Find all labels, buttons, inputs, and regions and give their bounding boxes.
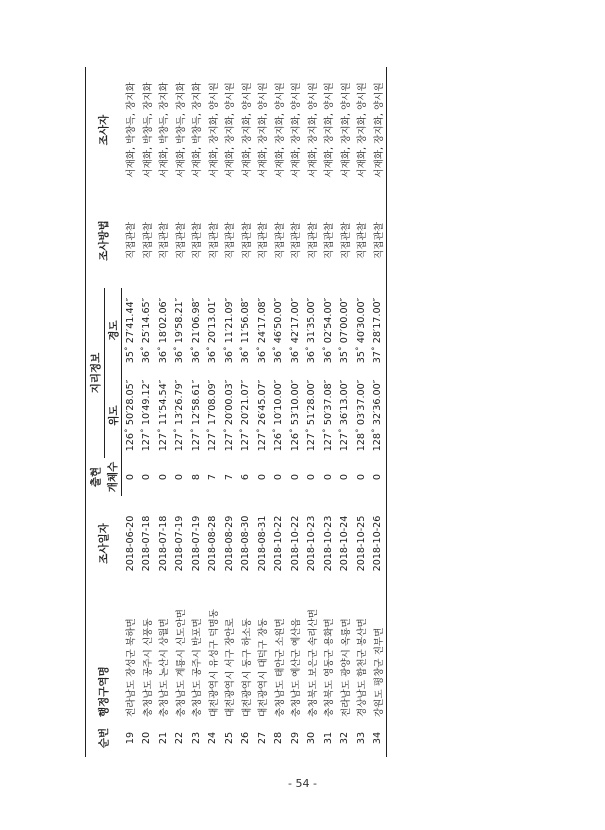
cell-region: 전라남도 광양시 옥룡면 bbox=[340, 618, 352, 717]
cell-surveyors: 서재화, 박창득, 장지화 bbox=[142, 82, 154, 178]
cell-lat: 127˚ 17′08.09″ bbox=[207, 379, 219, 452]
cell-method: 직접관찰 bbox=[225, 221, 237, 260]
cell-lon: 36˚ 42′17.00″ bbox=[289, 297, 301, 364]
cell-date: 2018-07-19 bbox=[190, 515, 202, 572]
cell-method: 직접관찰 bbox=[126, 221, 137, 260]
cell-count: 0 bbox=[322, 473, 334, 481]
cell-region: 충청남도 공주시 신풍동 bbox=[142, 618, 154, 717]
table-row bbox=[304, 67, 321, 757]
header-date: 조사일자 bbox=[98, 523, 111, 564]
table-row bbox=[287, 67, 304, 757]
cell-surveyors: 서재화, 박창득, 장지화 bbox=[192, 82, 204, 178]
table-row bbox=[188, 67, 205, 757]
cell-count: 0 bbox=[273, 473, 285, 481]
cell-lat: 127˚ 20′21.07″ bbox=[240, 379, 252, 452]
cell-lon: 36˚ 11′21.09″ bbox=[223, 297, 235, 364]
cell-lon: 36˚ 02′54.00″ bbox=[322, 297, 334, 364]
cell-lon: 36˚ 24′17.08″ bbox=[256, 297, 268, 364]
cell-date: 2018-10-23 bbox=[322, 515, 334, 572]
cell-seq: 28 bbox=[273, 731, 285, 745]
cell-surveyors: 서재화, 장지화, 양시원 bbox=[357, 82, 369, 178]
cell-lon: 36˚ 20′13.01″ bbox=[207, 297, 219, 364]
cell-region: 경상남도 합천군 봉산면 bbox=[357, 618, 369, 717]
cell-date: 2018-10-24 bbox=[339, 515, 351, 572]
header-geo: 지리정보 bbox=[86, 288, 105, 458]
cell-region: 충청북도 보은군 속리산면 bbox=[307, 608, 319, 717]
header-seq: 순번 bbox=[98, 727, 111, 749]
cell-date: 2018-06-20 bbox=[124, 515, 136, 572]
cell-seq: 20 bbox=[141, 731, 153, 745]
cell-date: 2018-10-22 bbox=[273, 515, 285, 572]
table-row bbox=[337, 67, 354, 757]
cell-date: 2018-10-26 bbox=[372, 515, 384, 572]
cell-seq: 27 bbox=[256, 731, 268, 745]
cell-lat: 126˚ 10′10.00″ bbox=[273, 379, 285, 452]
cell-region: 대전광역시 서구 장안로 bbox=[225, 618, 237, 717]
cell-lat: 127˚ 36′13.00″ bbox=[339, 379, 351, 452]
cell-count: 0 bbox=[306, 473, 318, 481]
cell-lon: 36˚ 18′02.06″ bbox=[157, 297, 169, 364]
cell-seq: 23 bbox=[190, 731, 202, 745]
cell-count: 0 bbox=[339, 473, 351, 481]
cell-method: 직접관찰 bbox=[142, 221, 154, 260]
cell-surveyors: 서재화, 장지화, 양시원 bbox=[307, 82, 319, 178]
cell-lat: 127˚ 13′26.79″ bbox=[174, 379, 186, 452]
cell-seq: 30 bbox=[306, 731, 318, 745]
cell-lat: 126˚ 53′10.00″ bbox=[289, 379, 301, 452]
cell-method: 직접관찰 bbox=[340, 221, 352, 260]
header-surveyors: 조사자 bbox=[98, 114, 111, 146]
cell-method: 직접관찰 bbox=[192, 221, 204, 260]
cell-seq: 26 bbox=[240, 731, 252, 745]
cell-seq: 34 bbox=[372, 731, 384, 745]
cell-count: 0 bbox=[289, 473, 301, 481]
cell-date: 2018-07-18 bbox=[141, 515, 153, 572]
cell-region: 전라남도 장성군 북하면 bbox=[126, 618, 137, 717]
cell-lat: 127˚ 10′49.12″ bbox=[141, 379, 153, 452]
cell-seq: 25 bbox=[223, 731, 235, 745]
cell-date: 2018-08-28 bbox=[207, 515, 219, 572]
table-header bbox=[86, 67, 122, 757]
cell-method: 직접관찰 bbox=[208, 221, 220, 260]
header-count-top: 출현 bbox=[89, 466, 102, 488]
cell-region: 충청북도 영동군 용화면 bbox=[324, 618, 336, 717]
header-lat: 위도 bbox=[105, 373, 122, 458]
cell-region: 대전광역시 동구 하소동 bbox=[241, 618, 253, 717]
cell-lat: 126˚ 50′28.05″ bbox=[124, 379, 136, 452]
cell-method: 직접관찰 bbox=[274, 221, 286, 260]
cell-count: 6 bbox=[240, 473, 252, 481]
cell-region: 충청남도 공주시 반포면 bbox=[192, 618, 204, 717]
cell-region: 충청남도 논산시 상월면 bbox=[159, 618, 171, 717]
header-lon: 경도 bbox=[105, 288, 122, 373]
table-body bbox=[122, 67, 387, 757]
cell-lat: 127˚ 26′45.07″ bbox=[256, 379, 268, 452]
cell-method: 직접관찰 bbox=[291, 221, 303, 260]
cell-seq: 29 bbox=[289, 731, 301, 745]
cell-date: 2018-07-18 bbox=[157, 515, 169, 572]
survey-table bbox=[85, 67, 387, 757]
cell-lon: 37˚ 28′17.00″ bbox=[372, 297, 384, 364]
header-region: 행정구역명 bbox=[98, 666, 111, 717]
table-row bbox=[370, 67, 387, 757]
table-row bbox=[353, 67, 370, 757]
table-row bbox=[172, 67, 189, 757]
cell-date: 2018-10-23 bbox=[306, 515, 318, 572]
cell-method: 직접관찰 bbox=[258, 221, 270, 260]
cell-seq: 32 bbox=[339, 731, 351, 745]
cell-seq: 33 bbox=[355, 731, 367, 745]
cell-region: 대전광역시 대덕구 장동 bbox=[258, 618, 270, 717]
cell-seq: 19 bbox=[124, 731, 136, 745]
cell-lat: 127˚ 11′54.54″ bbox=[157, 379, 169, 452]
cell-lat: 128˚ 32′36.00″ bbox=[372, 379, 384, 452]
table-row bbox=[139, 67, 156, 757]
cell-count: 0 bbox=[124, 473, 136, 481]
cell-surveyors: 서재화, 박창득, 장지화 bbox=[159, 82, 171, 178]
cell-method: 직접관찰 bbox=[175, 221, 187, 260]
cell-surveyors: 서재화, 장지화, 양시원 bbox=[241, 82, 253, 178]
cell-surveyors: 서재화, 장지화, 양시원 bbox=[208, 82, 220, 178]
cell-region: 충청남도 예산군 예산읍 bbox=[291, 618, 303, 717]
cell-lon: 36˚ 31′35.00″ bbox=[306, 297, 318, 364]
cell-lon: 35˚ 27′41.44″ bbox=[124, 297, 136, 364]
cell-date: 2018-08-30 bbox=[240, 515, 252, 572]
table-row bbox=[271, 67, 288, 757]
cell-date: 2018-10-25 bbox=[355, 515, 367, 572]
cell-lon: 36˚ 25′14.65″ bbox=[141, 297, 153, 364]
cell-lat: 127˚ 12′58.61″ bbox=[190, 379, 202, 452]
cell-seq: 24 bbox=[207, 731, 219, 745]
cell-region: 대전광역시 유성구 덕명동 bbox=[208, 608, 220, 717]
cell-lon: 36˚ 11′56.08″ bbox=[240, 297, 252, 364]
cell-date: 2018-08-31 bbox=[256, 515, 268, 572]
header-count-bottom: 개체수 bbox=[105, 458, 122, 496]
cell-region: 충청남도 태안군 소원면 bbox=[274, 618, 286, 717]
table-row bbox=[238, 67, 255, 757]
table-row bbox=[221, 67, 238, 757]
cell-surveyors: 서재화, 박창득, 장지화 bbox=[126, 82, 137, 178]
cell-count: 0 bbox=[141, 473, 153, 481]
table-row bbox=[155, 67, 172, 757]
page-number: - 54 - bbox=[288, 777, 317, 790]
cell-count: 7 bbox=[207, 473, 219, 481]
cell-lat: 127˚ 50′37.08″ bbox=[322, 379, 334, 452]
cell-date: 2018-07-19 bbox=[174, 515, 186, 572]
cell-count: 0 bbox=[256, 473, 268, 481]
cell-count: 7 bbox=[223, 473, 235, 481]
cell-surveyors: 서재화, 장지화, 양시원 bbox=[258, 82, 270, 178]
cell-lon: 35˚ 07′00.00″ bbox=[339, 297, 351, 364]
cell-lon: 36˚ 19′58.21″ bbox=[174, 297, 186, 364]
cell-surveyors: 서재화, 박창득, 장지화 bbox=[175, 82, 187, 178]
table-row bbox=[254, 67, 271, 757]
cell-count: 8 bbox=[190, 473, 202, 481]
cell-region: 강원도 평창군 진부면 bbox=[373, 627, 385, 717]
cell-method: 직접관찰 bbox=[159, 221, 171, 260]
cell-count: 0 bbox=[157, 473, 169, 481]
cell-lat: 128˚ 03′37.00″ bbox=[355, 379, 367, 452]
cell-lon: 35˚ 40′30.00″ bbox=[355, 297, 367, 364]
cell-lat: 127˚ 20′00.03″ bbox=[223, 379, 235, 452]
header-method: 조사방법 bbox=[98, 220, 111, 261]
cell-count: 0 bbox=[372, 473, 384, 481]
cell-seq: 21 bbox=[157, 731, 169, 745]
cell-lat: 127˚ 51′28.00″ bbox=[306, 379, 318, 452]
cell-method: 직접관찰 bbox=[373, 221, 385, 260]
cell-seq: 31 bbox=[322, 731, 334, 745]
cell-surveyors: 서재화, 장지화, 양시원 bbox=[373, 82, 385, 178]
cell-method: 직접관찰 bbox=[307, 221, 319, 260]
cell-surveyors: 서재화, 장지화, 양시원 bbox=[274, 82, 286, 178]
cell-seq: 22 bbox=[174, 731, 186, 745]
table-row bbox=[320, 67, 337, 757]
cell-count: 0 bbox=[355, 473, 367, 481]
cell-date: 2018-10-22 bbox=[289, 515, 301, 572]
cell-count: 0 bbox=[174, 473, 186, 481]
cell-region: 충청남도 계룡시 신도안면 bbox=[175, 608, 187, 717]
cell-method: 직접관찰 bbox=[357, 221, 369, 260]
cell-lon: 36˚ 21′06.98″ bbox=[190, 297, 202, 364]
table-row bbox=[205, 67, 222, 757]
cell-method: 직접관찰 bbox=[241, 221, 253, 260]
cell-lon: 36˚ 46′50.00″ bbox=[273, 297, 285, 364]
cell-surveyors: 서재화, 장지화, 양시원 bbox=[225, 82, 237, 178]
cell-date: 2018-08-29 bbox=[223, 515, 235, 572]
cell-surveyors: 서재화, 장지화, 양시원 bbox=[340, 82, 352, 178]
cell-method: 직접관찰 bbox=[324, 221, 336, 260]
cell-surveyors: 서재화, 장지화, 양시원 bbox=[291, 82, 303, 178]
rotated-table-wrapper bbox=[85, 67, 403, 757]
cell-surveyors: 서재화, 장지화, 양시원 bbox=[324, 82, 336, 178]
table-row bbox=[122, 67, 139, 757]
